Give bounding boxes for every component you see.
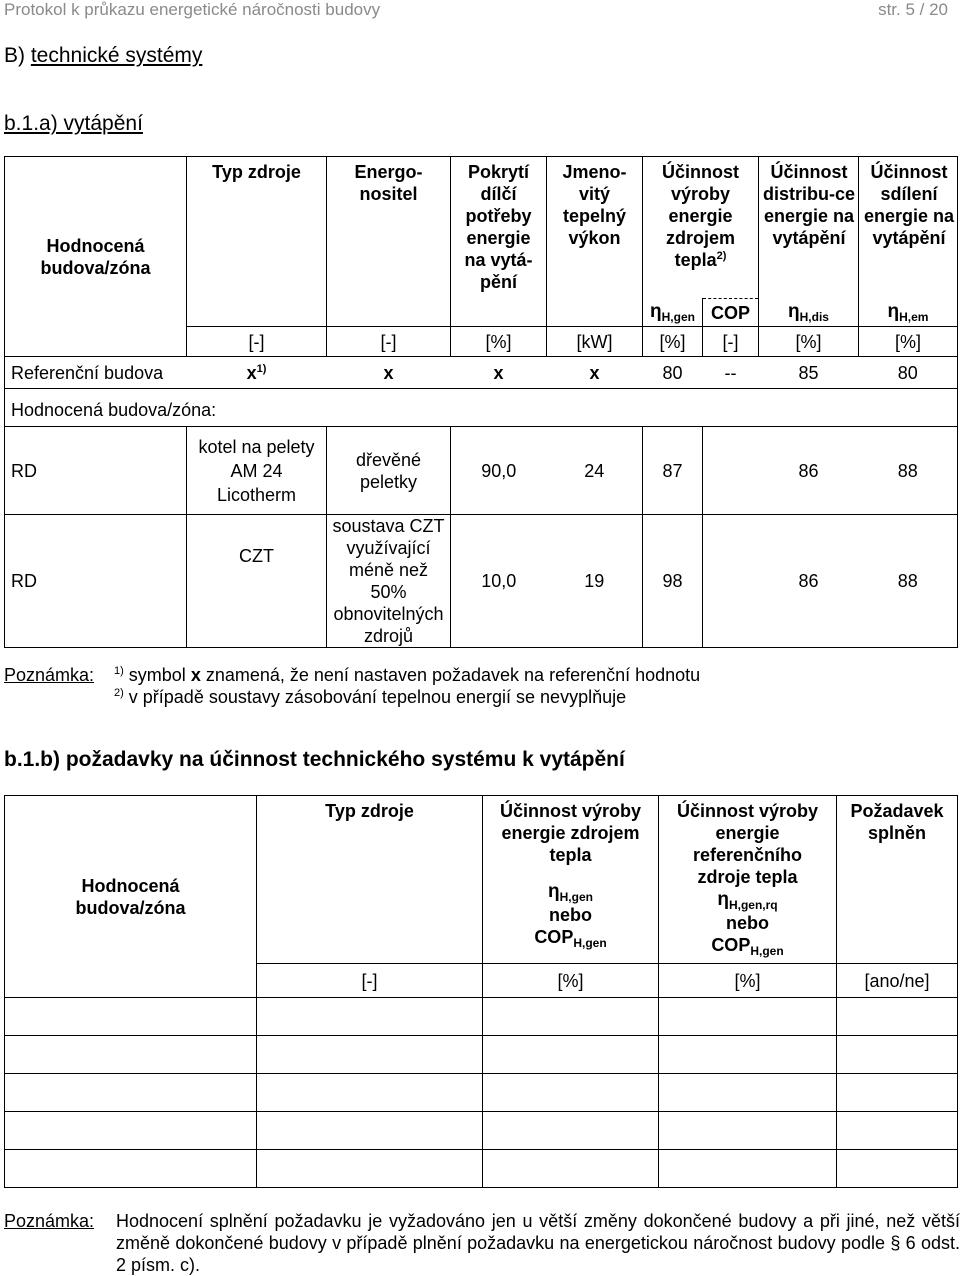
row1-coverage: 90,0 [451, 427, 547, 515]
reference-eff-dis: 85 [759, 357, 859, 389]
row2-cop [703, 515, 759, 648]
row2-eff-gen: 98 [643, 515, 703, 648]
row1-eff-em: 88 [859, 427, 958, 515]
row2-carrier: soustava CZT využívající méně než 50% obnovitelných zdrojů [327, 515, 451, 648]
section-b1a-heading: b.1.a) vytápění [4, 112, 143, 135]
table-row [5, 427, 958, 515]
unit-eff-dis: [%] [759, 327, 859, 357]
row1-source: kotel na pelety AM 24 Licotherm [187, 427, 327, 515]
header-eff-em: Účinnost sdílení energie na vytápění [859, 157, 958, 299]
section-b-title: technické systémy [30, 44, 203, 67]
reference-label: Referenční budova [5, 357, 187, 389]
row2-eff-em: 88 [859, 515, 958, 648]
row2-coverage: 10,0 [451, 515, 547, 648]
symbol-eta-dis: $\eta_{H,dis}$ [759, 299, 859, 327]
note-2-text: Hodnocení splnění požadavku je vyžadováno jen u větší změny dokončené budovy a při jiné, než větší změně dokončené budovy v případě plnění požadavku na energetickou náročnost budovy podle § 6 odst. 2 písm. c). [116, 1211, 960, 1275]
reference-carrier: x [327, 357, 451, 389]
unit-coverage: [%] [451, 327, 547, 357]
note-1-label: Poznámka: [4, 665, 95, 685]
row1-carrier: dřevěné peletky [327, 427, 451, 515]
reference-power: x [547, 357, 643, 389]
section-b-prefix: B) [4, 44, 31, 67]
header-eff-gen: Účinnost výroby energie zdrojem tepla$^{2)}$ [643, 157, 759, 299]
section-b-heading [4, 44, 202, 68]
table-row [5, 1150, 958, 1188]
page-number: str. 5 / 20 [878, 0, 948, 19]
row2-source: CZT [187, 515, 327, 648]
note-1-line-2: $^{2)}$ v případě soustavy zásobování tepelnou energií se nevyplňuje [114, 687, 627, 707]
unit-power: [kW] [547, 327, 643, 357]
t2-header-source: Typ zdroje [257, 796, 483, 964]
row2-zone: RD [5, 515, 187, 648]
note-ref-1: 1) [256, 362, 267, 375]
table-row [5, 1036, 958, 1074]
heating-table [4, 156, 958, 648]
symbol-eta-em: $\eta_{H,em}$ [859, 299, 958, 327]
header-source: Typ zdroje [187, 157, 327, 327]
reference-coverage: x [451, 357, 547, 389]
row2-eff-dis: 86 [759, 515, 859, 648]
t2-header-met: Požadavek splněn [837, 796, 958, 964]
row1-eff-gen: 87 [643, 427, 703, 515]
note-1: Poznámka: $^{1)}$ symbol x znamená, že není nastaven požadavek na referenční hodnotu $^{2)}$ v případě soustavy zásobování tepelnou energií se nevyplňuje [4, 665, 701, 707]
reference-eff-em: 80 [859, 357, 958, 389]
section-b1b-heading: b.1.b) požadavky na účinnost technického systému k vytápění [4, 748, 625, 771]
table-row [5, 1112, 958, 1150]
row2-power: 19 [547, 515, 643, 648]
header-zone: Hodnocená budova/zóna [5, 157, 187, 357]
header-eff-dis: Účinnost distribu-ce energie na vytápění [759, 157, 859, 299]
row1-power: 24 [547, 427, 643, 515]
reference-eff-gen: 80 [643, 357, 703, 389]
evaluated-label: Hodnocená budova/zóna: [5, 389, 958, 427]
row1-zone: RD [5, 427, 187, 515]
table-row [5, 1074, 958, 1112]
symbol-eta-gen: $\eta_{H,gen}$ [643, 299, 703, 327]
unit-eff-gen: [%] [643, 327, 703, 357]
requirements-table [4, 795, 958, 1188]
note-2-label: Poznámka: [4, 1211, 95, 1231]
table-row [5, 515, 958, 648]
page-header-title: Protokol k průkazu energetické náročnosti budovy [4, 0, 381, 19]
reference-cop: -- [703, 357, 759, 389]
note-ref-2: 2) [716, 250, 727, 262]
header-power: Jmeno-vitý tepelný výkon [547, 157, 643, 327]
reference-source: $x^{1)}$ [187, 357, 327, 389]
t2-unit-met: [ano/ne] [837, 964, 958, 998]
t2-unit-ref: [%] [659, 964, 837, 998]
unit-cop: [-] [703, 327, 759, 357]
t2-header-zone: Hodnocená budova/zóna [5, 796, 257, 998]
row1-cop [703, 427, 759, 515]
row1-eff-dis: 86 [759, 427, 859, 515]
table-row [5, 998, 958, 1036]
symbol-cop: COP [703, 299, 759, 327]
reference-row [5, 357, 958, 389]
header-coverage: Pokrytí dílčí potřeby energie na vytá-pění [451, 157, 547, 327]
t2-unit-source: [-] [257, 964, 483, 998]
t2-unit-eff: [%] [483, 964, 659, 998]
t2-header-eff: Účinnost výroby energie zdrojem tepla $\eta_{H,gen}$ nebo $COP_{H,gen}$ [483, 796, 659, 964]
unit-source: [-] [187, 327, 327, 357]
header-carrier: Energo-nositel [327, 157, 451, 327]
t2-header-ref: Účinnost výroby energie referenčního zdroje tepla $\eta_{H,gen,rq}$ nebo $COP_{H,gen}$ [659, 796, 837, 964]
unit-eff-em: [%] [859, 327, 958, 357]
unit-carrier: [-] [327, 327, 451, 357]
